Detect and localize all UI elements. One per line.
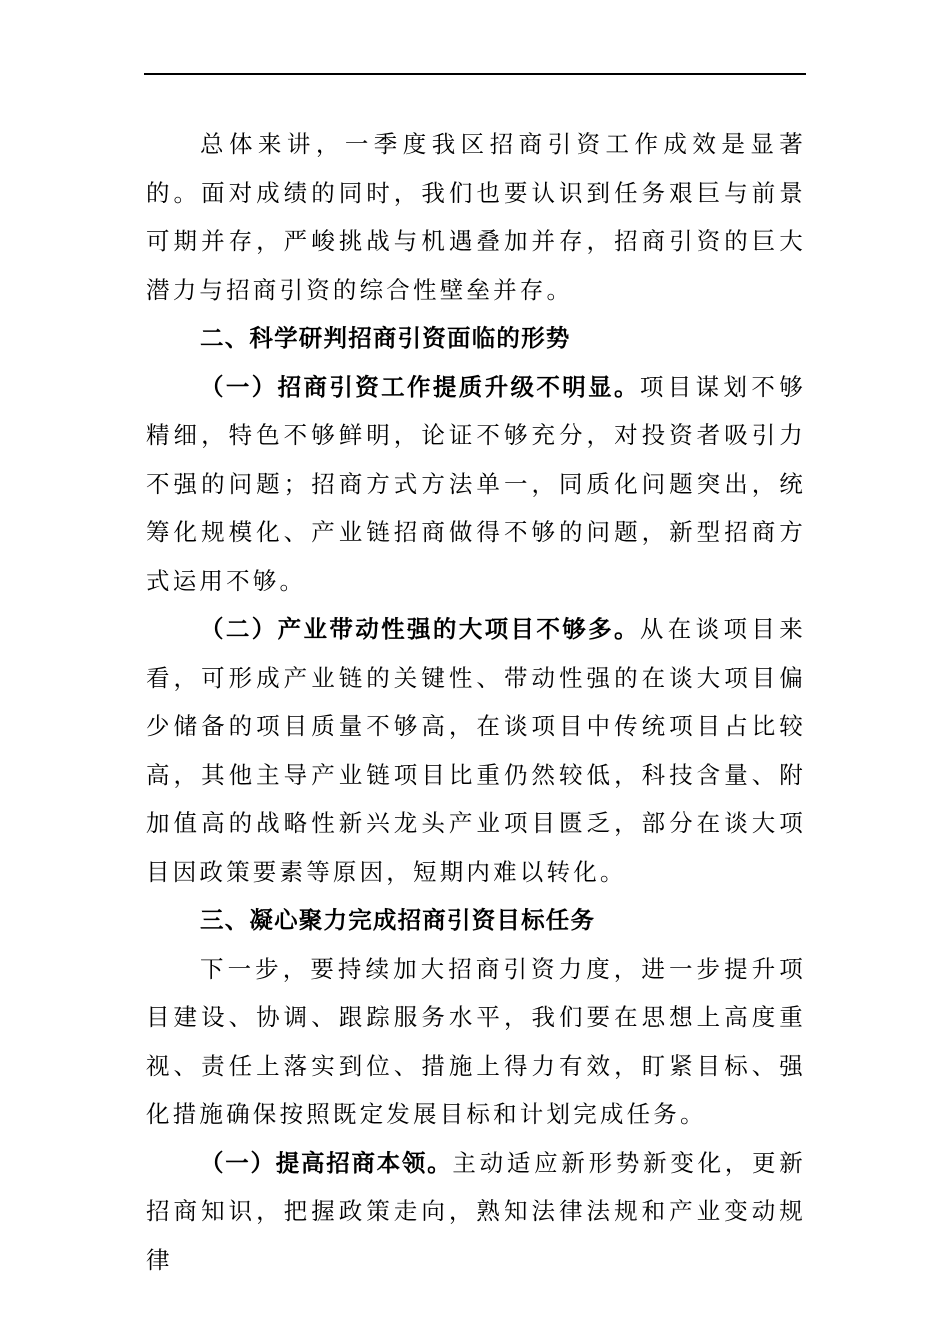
- subsection-2-lead: （二）产业带动性强的大项目不够多。: [200, 615, 640, 643]
- section-heading-3: 三、凝心聚力完成招商引资目标任务: [200, 906, 596, 934]
- subsection-2-body: 从在谈项目来看，可形成产业链的关键性、带动性强的在谈大项目偏少储备的项目质量不够高，在谈项目中传统项目占比较高，其他主导产业链项目比重仍然较低，科技含量、附加值高的战略性新兴龙头产业项目匮乏，部分在谈大项目因政策要素等原因，短期内难以转化。: [146, 615, 806, 886]
- subsection-1: [146, 363, 806, 606]
- paragraph-summary-text: 总体来讲，一季度我区招商引资工作成效是显著的。面对成绩的同时，我们也要认识到任务艰巨与前景可期并存，严峻挑战与机遇叠加并存，招商引资的巨大潜力与招商引资的综合性壁垒并存。: [146, 130, 806, 304]
- header-rule: [144, 73, 806, 75]
- paragraph-next-steps: [146, 945, 806, 1139]
- section-heading-2: 二、科学研判招商引资面临的形势: [200, 324, 571, 352]
- subsection-3-lead: （一）提高招商本领。: [200, 1148, 453, 1177]
- paragraph-next-steps-text: 下一步，要持续加大招商引资力度，进一步提升项目建设、协调、跟踪服务水平，我们要在思想上高度重视、责任上落实到位、措施上得力有效，盯紧目标、强化措施确保按照既定发展目标和计划完成任务。: [146, 954, 806, 1128]
- subsection-1-lead: （一）招商引资工作提质升级不明显。: [200, 372, 640, 401]
- subsection-3-body: 主动适应新形势新变化，更新招商知识，把握政策走向，熟知法律法规和产业变动规律: [146, 1148, 806, 1274]
- subsection-3: [146, 1139, 806, 1285]
- subsection-1-body: 项目谋划不够精细，特色不够鲜明，论证不够充分，对投资者吸引力不强的问题；招商方式方法单一，同质化问题突出，统筹化规模化、产业链招商做得不够的问题，新型招商方式运用不够。: [146, 372, 806, 595]
- subsection-2: [146, 605, 806, 896]
- document-body: [146, 120, 806, 1284]
- paragraph-summary: [146, 120, 806, 314]
